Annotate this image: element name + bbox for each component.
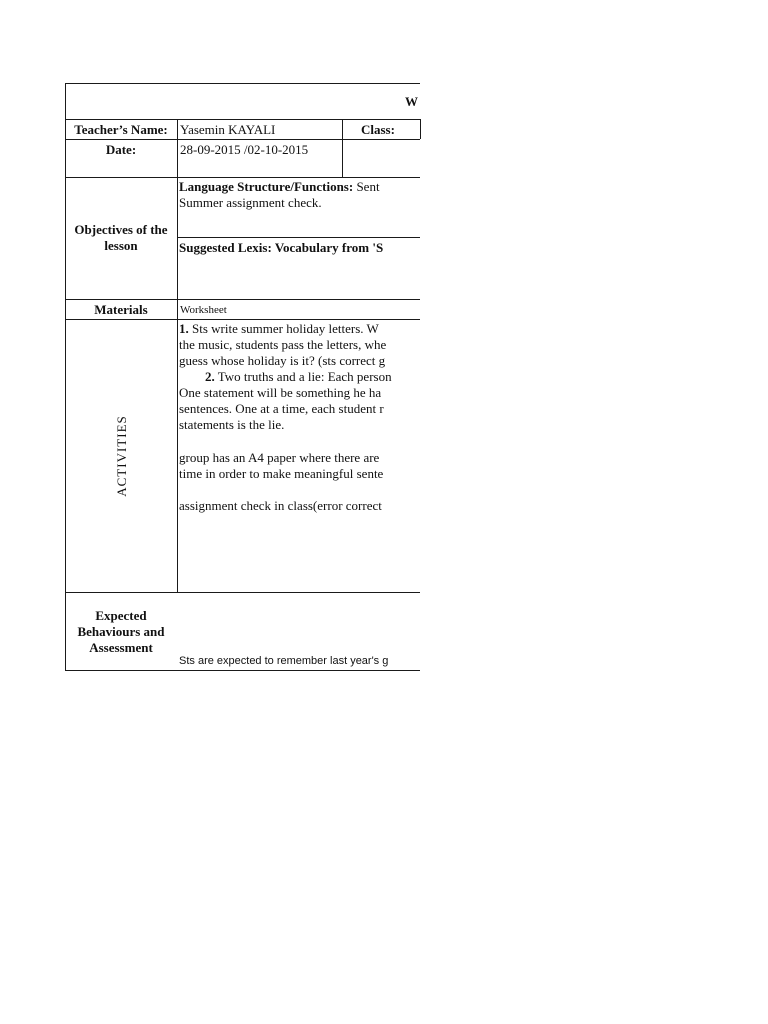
- assessment-label-line3: Assessment: [89, 640, 153, 655]
- border-header-bottom: [65, 119, 420, 120]
- border-language-bottom: [177, 237, 420, 238]
- activity-2-line2: One statement will be something he ha: [179, 385, 382, 400]
- border-left: [65, 83, 66, 671]
- activity-1-line2: the music, students pass the letters, whe: [179, 337, 387, 352]
- border-class-right: [420, 119, 421, 139]
- activity-3-line2: time in order to make meaningful sente: [179, 466, 384, 481]
- objectives-label: Objectives of the lesson: [74, 222, 168, 253]
- border-class-left: [342, 119, 343, 177]
- teacher-name: Yasemin KAYALI: [180, 122, 276, 137]
- suggested-lexis-cell: [179, 239, 420, 297]
- activity-2-line3: sentences. One at a time, each student r: [179, 401, 384, 416]
- activities-cell: [179, 320, 420, 590]
- suggested-lexis-label: Suggested Lexis:: [179, 240, 272, 255]
- class-label: Class:: [361, 122, 395, 137]
- assessment-value: Sts are expected to remember last year's g: [179, 655, 389, 667]
- assessment-label-line2: Behaviours and: [77, 624, 165, 639]
- suggested-lexis-line: [179, 240, 383, 256]
- language-structure-line1: [179, 179, 380, 195]
- materials-label: Materials: [94, 302, 148, 317]
- activity-3-line1: group has an A4 paper where there are: [179, 450, 380, 465]
- language-structure-value: Sent: [356, 179, 380, 194]
- assessment-label: [66, 608, 176, 656]
- language-structure-line2: Summer assignment check.: [179, 195, 322, 210]
- language-structure-label: Language Structure/Functions:: [179, 179, 354, 194]
- date-value: 28-09-2015 /02-10-2015: [180, 142, 309, 157]
- border-activities-bottom: [65, 592, 420, 593]
- border-teacher-bottom: [65, 139, 420, 140]
- activity-2-text: Two truths and a lie: Each person: [214, 369, 392, 384]
- date-label: Date:: [105, 142, 137, 157]
- activity-2-line1: [205, 369, 392, 385]
- activity-2-line4: statements is the lie.: [179, 417, 285, 432]
- activity-1-line1: [179, 321, 379, 337]
- border-date-bottom: [65, 177, 420, 178]
- materials-value: Worksheet: [180, 304, 227, 316]
- activity-1-text: Sts write summer holiday letters. W: [188, 321, 379, 336]
- activity-4-line1: assignment check in class(error correct: [179, 498, 382, 513]
- language-structure-cell: [179, 179, 420, 235]
- border-label-column: [177, 119, 178, 593]
- border-bottom: [65, 670, 420, 671]
- border-objectives-bottom: [65, 299, 420, 300]
- activity-1-line3: guess whose holiday is it? (sts correct g: [179, 353, 386, 368]
- teacher-label: Teacher’s Name:: [74, 122, 168, 137]
- header-title: W: [405, 94, 418, 109]
- activity-2-number: 2.: [205, 369, 215, 384]
- activities-label: ACTIVITIES: [114, 415, 129, 497]
- activity-1-number: 1.: [179, 321, 189, 336]
- assessment-cell: [179, 654, 420, 670]
- border-top: [65, 83, 420, 84]
- suggested-lexis-value: Vocabulary from 'S: [274, 240, 384, 255]
- assessment-label-line1: Expected: [95, 608, 147, 623]
